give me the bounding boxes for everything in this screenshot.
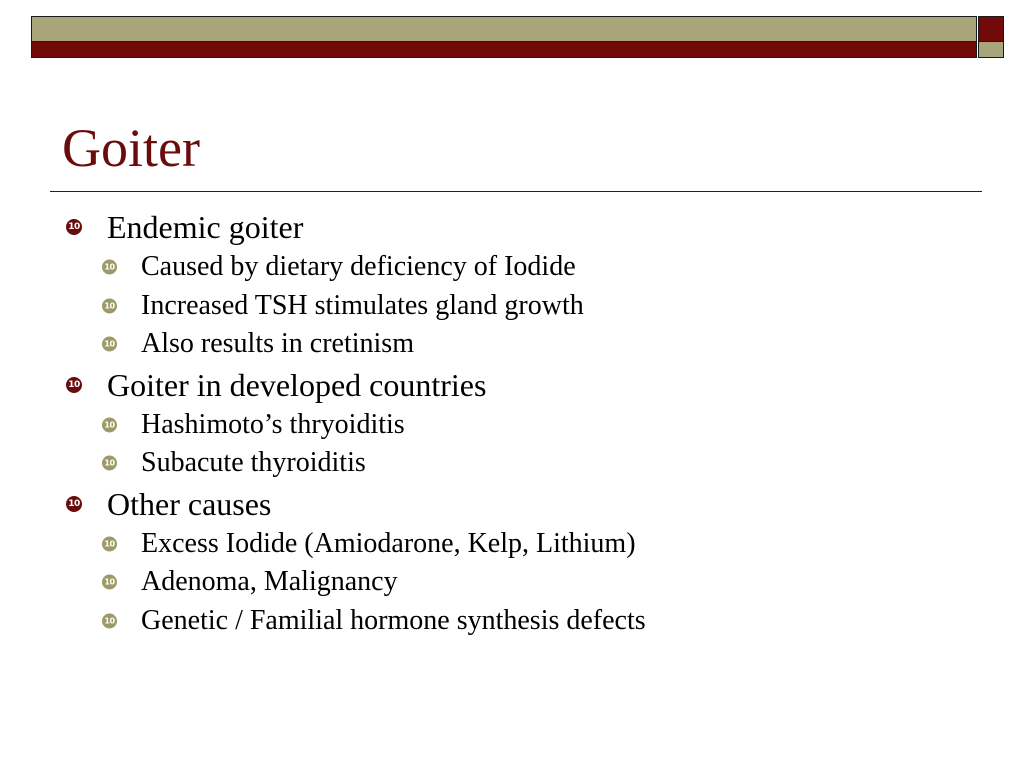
- bullet-text: Endemic goiter: [107, 209, 304, 245]
- sub-bullet-icon: 10: [102, 613, 117, 628]
- sub-bullet-icon: 10: [102, 456, 117, 471]
- slide-title: Goiter: [62, 118, 200, 178]
- bullet-text: Other causes: [107, 485, 272, 522]
- sub-bullet-item: [0, 563, 1024, 602]
- sub-bullet-text: Genetic / Familial hormone synthesis defects: [141, 604, 646, 636]
- sub-bullet-item: [0, 525, 1024, 564]
- bullet-item-endemic-goiter: [0, 206, 1024, 248]
- sub-bullet-item: [0, 406, 1024, 445]
- sub-bullet-text: Caused by dietary deficiency of Iodide: [141, 251, 576, 282]
- sub-bullet-icon: 10: [102, 417, 117, 432]
- corner-maroon-square: [979, 17, 1003, 42]
- sub-bullet-icon: 10: [102, 536, 117, 551]
- sub-bullet-icon: 10: [102, 298, 117, 313]
- sub-bullet-icon: 10: [102, 575, 117, 590]
- banner-maroon-stripe: [32, 42, 976, 57]
- sub-bullet-text: Increased TSH stimulates gland growth: [141, 289, 584, 321]
- corner-olive-square: [979, 42, 1003, 57]
- sub-bullet-icon: 10: [102, 260, 117, 275]
- sub-bullet-icon: 10: [102, 337, 117, 352]
- title-divider: [50, 191, 982, 192]
- bullet-icon: 10: [66, 496, 82, 512]
- sub-bullet-item: [0, 325, 1024, 364]
- sub-bullet-item: [0, 602, 1024, 641]
- bullet-icon: 10: [66, 219, 82, 235]
- sub-bullet-item: [0, 444, 1024, 483]
- sub-bullet-text: Hashimoto’s thryoiditis: [141, 408, 405, 440]
- sub-bullet-item: [0, 287, 1024, 326]
- sub-bullet-text: Also results in cretinism: [141, 328, 414, 359]
- sub-bullet-text: Subacute thyroiditis: [141, 447, 366, 478]
- bullet-item-other-causes: [0, 483, 1024, 525]
- bullet-list: [0, 206, 1024, 640]
- bullet-icon: 10: [66, 377, 82, 393]
- banner-olive-stripe: [32, 17, 976, 42]
- sub-bullet-text: Adenoma, Malignancy: [141, 566, 398, 597]
- bullet-item-developed-countries: [0, 364, 1024, 406]
- sub-bullet-text: Excess Iodide (Amiodarone, Kelp, Lithium): [141, 527, 636, 559]
- sub-bullet-item: [0, 248, 1024, 287]
- bullet-text: Goiter in developed countries: [107, 366, 487, 403]
- header-banner: [31, 16, 977, 58]
- banner-corner-block: [978, 16, 1004, 58]
